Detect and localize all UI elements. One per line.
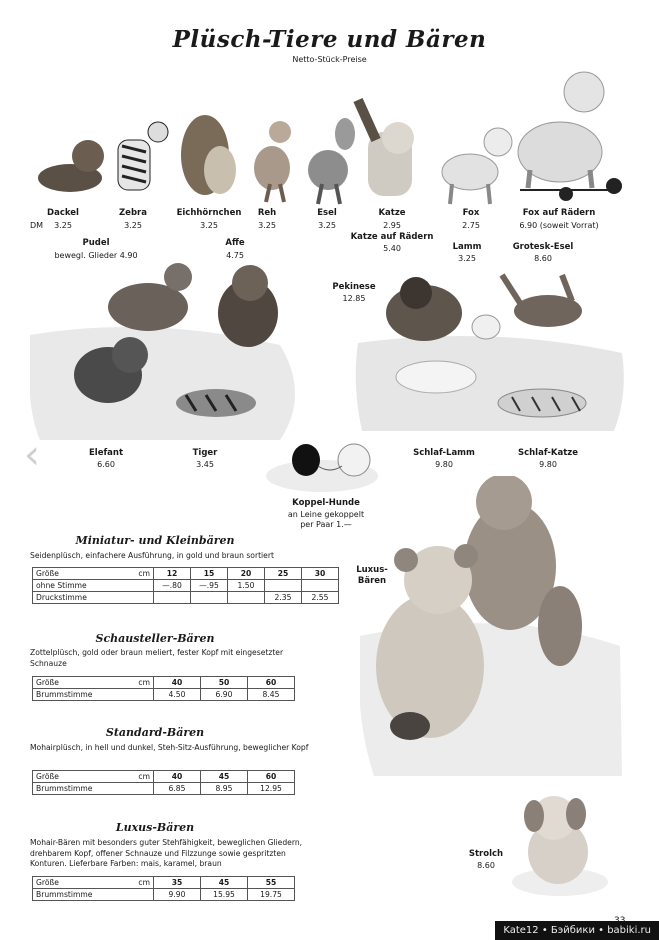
top-row-photos [0,60,659,210]
standard-title: Standard-Bären [105,726,205,739]
watermark: Kate12 • Бэйбики • babiki.ru [495,921,659,940]
elefant-name: Elefant [88,448,124,458]
katze-auf-raedern-price: 5.40 [383,244,401,253]
reh-price: 3.25 [258,221,276,230]
fox-auf-raedern-name: Fox auf Rädern [522,208,596,218]
schausteller-title: Schausteller-Bären [95,632,215,645]
price-cell: 9.90 [154,889,201,901]
price-cell: 12.95 [248,783,295,795]
unit-label: cm [127,677,154,689]
currency-label: DM [30,221,44,230]
schlaf-katze-name: Schlaf-Katze [517,448,579,458]
katze-auf-raedern-name: Katze auf Rädern [350,232,434,242]
tiger-price: 3.45 [196,460,214,469]
fox-name: Fox [462,208,480,218]
price-cell: 1.50 [228,580,265,592]
price-cell: 6.85 [154,783,201,795]
koppel-hunde-name: Koppel-Hunde [292,498,360,508]
pudel-price: bewegl. Glieder 4.90 [54,251,138,260]
gallery-prev-arrow-icon[interactable]: ‹ [24,432,40,478]
pudel-affe-elefant-tiger-photo [30,255,310,445]
luxus-baeren-label-line2: Bären [357,576,387,586]
affe-name: Affe [225,238,245,248]
eichhoernchen-price: 3.25 [200,221,218,230]
standard-price-table [32,770,295,795]
standard-desc: Mohairplüsch, in hell und dunkel, Steh-Sitz-Ausführung, beweglicher Kopf [30,743,309,752]
page-title: Plüsch-Tiere und Bären [172,26,487,53]
row-label: Brummstimme [33,889,154,901]
schlaf-lamm-price: 9.80 [435,460,453,469]
size-cell: 60 [248,677,295,689]
esel-name: Esel [317,208,337,218]
schausteller-price-table [32,676,295,701]
eichhoernchen-photo [181,115,236,195]
unit-label: cm [127,568,154,580]
size-cell: 50 [201,677,248,689]
size-cell: 45 [201,877,248,889]
strolch-photo [508,790,612,898]
katze-photo [358,100,414,196]
size-label: Größe [33,677,128,689]
row-label: Druckstimme [33,592,154,604]
size-cell: 60 [248,771,295,783]
zebra-photo [118,122,168,190]
katze-name: Katze [378,208,406,218]
price-cell: 4.50 [154,689,201,701]
luxus-price-table [32,876,295,901]
dackel-photo [38,140,104,192]
price-cell [228,592,265,604]
page-subtitle: Netto-Stück-Preise [292,55,367,64]
lamm-price: 3.25 [458,254,476,263]
dackel-name: Dackel [47,208,79,218]
size-cell: 15 [191,568,228,580]
elefant-price: 6.60 [97,460,115,469]
price-cell [265,580,302,592]
pekinese-name: Pekinese [332,282,376,292]
price-cell [154,592,191,604]
pekinese-lamm-esel-schlaf-photo [352,255,628,445]
esel-price: 3.25 [318,221,336,230]
katze-price: 2.95 [383,221,401,230]
fox-price: 2.75 [462,221,480,230]
luxus-baeren-photo [360,476,630,788]
size-label: Größe [33,877,128,889]
reh-name: Reh [257,208,277,218]
size-label: Größe [33,568,128,580]
price-cell: 8.95 [201,783,248,795]
unit-label: cm [127,877,154,889]
schlaf-katze-price: 9.80 [539,460,557,469]
dackel-price: 3.25 [54,221,72,230]
price-cell: 2.55 [302,592,339,604]
grotesk-esel-name: Grotesk-Esel [512,242,574,252]
size-cell: 30 [302,568,339,580]
size-cell: 55 [248,877,295,889]
zebra-price: 3.25 [124,221,142,230]
eichhoernchen-name: Eichhörnchen [176,208,242,218]
price-cell: —.95 [191,580,228,592]
row-label: ohne Stimme [33,580,154,592]
miniatur-title: Miniatur- und Kleinbären [75,534,235,547]
size-cell: 25 [265,568,302,580]
grotesk-esel-price: 8.60 [534,254,552,263]
price-cell [302,580,339,592]
size-cell: 45 [201,771,248,783]
size-cell: 35 [154,877,201,889]
affe-price: 4.75 [226,251,244,260]
row-label: Brummstimme [33,689,154,701]
lamm-name: Lamm [452,242,482,252]
miniatur-price-table [32,567,339,604]
miniatur-desc: Seidenplüsch, einfachere Ausführung, in gold und braun sortiert [30,551,274,560]
fox-auf-raedern-price: 6.90 (soweit Vorrat) [519,221,599,230]
size-cell: 20 [228,568,265,580]
fox-auf-raedern-photo [518,72,622,201]
price-cell: 2.35 [265,592,302,604]
price-cell: 19.75 [248,889,295,901]
tiger-name: Tiger [192,448,218,458]
size-cell: 40 [154,771,201,783]
unit-label: cm [127,771,154,783]
price-cell: 8.45 [248,689,295,701]
size-label: Größe [33,771,128,783]
esel-photo [308,118,355,204]
luxus-baeren-label-line1: Luxus- [356,565,388,575]
price-cell: —.80 [154,580,191,592]
fox-photo [442,128,512,204]
row-label: Brummstimme [33,783,154,795]
size-cell: 12 [154,568,191,580]
price-cell: 6.90 [201,689,248,701]
price-cell [191,592,228,604]
pekinese-price: 12.85 [342,294,366,303]
pudel-name: Pudel [82,238,110,248]
strolch-name: Strolch [468,849,504,859]
schlaf-lamm-name: Schlaf-Lamm [413,448,475,458]
zebra-name: Zebra [119,208,147,218]
reh-photo [254,121,291,202]
schausteller-desc: Zottelplüsch, gold oder braun meliert, fester Kopf mit eingesetzter Schnauze [30,648,284,668]
strolch-price: 8.60 [477,861,495,870]
price-cell: 15.95 [201,889,248,901]
koppel-hunde-line1: an Leine gekoppelt [287,510,365,519]
koppel-hunde-line2: per Paar 1.— [300,520,352,529]
size-cell: 40 [154,677,201,689]
luxus-title: Luxus-Bären [115,821,195,834]
luxus-desc: Mohair-Bären mit besonders guter Stehfähigkeit, beweglichen Gliedern, drehbarem Kopf, offener Schnauze und Filzzunge sowie gespritzten Konturen. Lieferbare Farben: mais, karamel, braun [30,838,303,868]
